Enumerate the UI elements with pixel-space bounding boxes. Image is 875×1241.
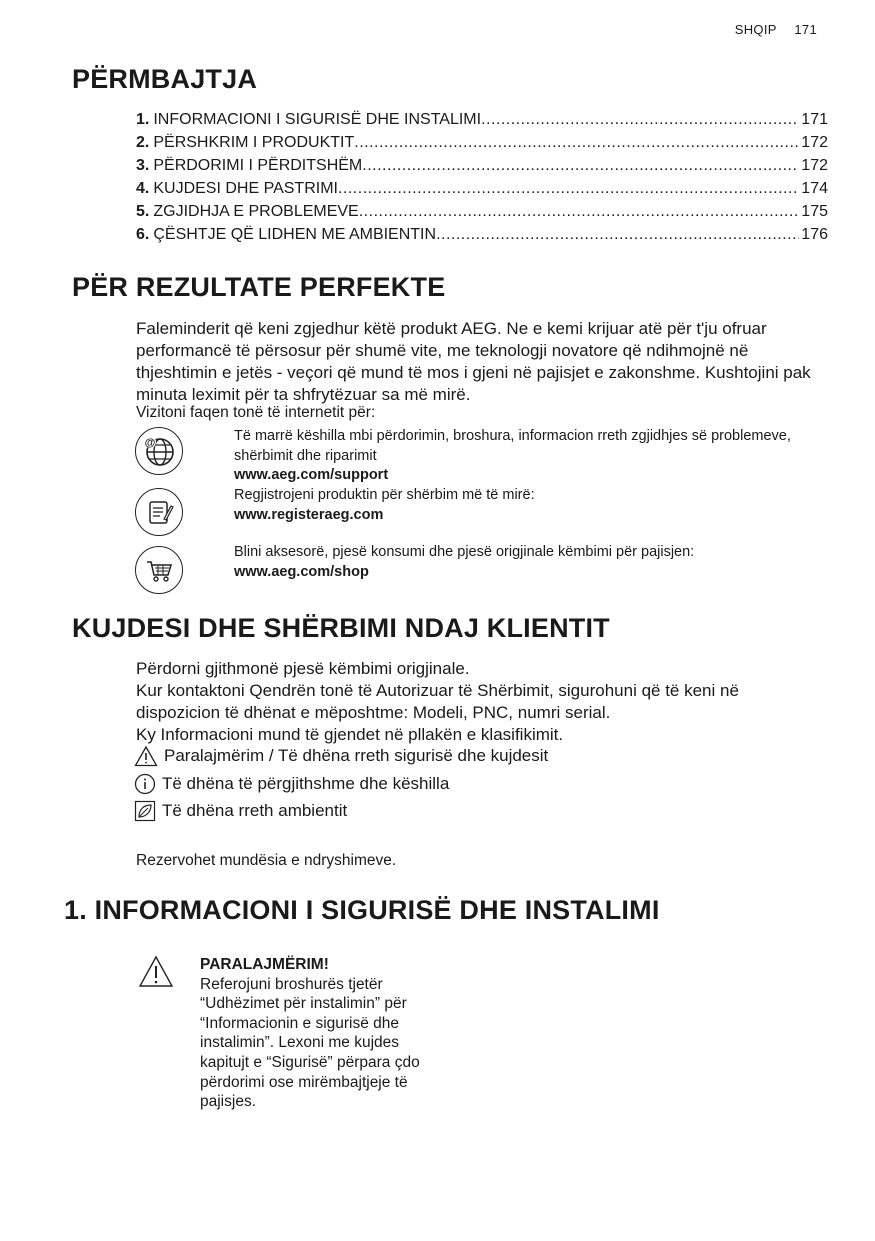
toc-item-number: 5. <box>136 203 150 220</box>
toc-item-label: ÇËSHTJE QË LIDHEN ME AMBIENTIN <box>153 226 437 243</box>
legend-environment-text: Të dhëna rreth ambientit <box>162 801 348 820</box>
shop-link-block <box>234 543 794 582</box>
results-title: PËR REZULTATE PERFEKTE <box>72 272 446 302</box>
register-url-link[interactable]: www.registeraeg.com <box>234 506 384 523</box>
warning-text: Referojuni broshurës tjetër “Udhëzimet për instalimin” për “Informacionin e sigurisë dhe instalimin”. Lexoni me kujdes kapitujt e “Sigurisë” përpara çdo përdorimi ose mirëmbajtjeje të pajisjes. <box>200 975 420 1111</box>
toc-item-number: 3. <box>136 157 150 174</box>
warning-title: PARALAJMËRIM! <box>200 956 329 973</box>
section-1-title: 1. INFORMACIONI I SIGURISË DHE INSTALIMI <box>64 895 660 925</box>
register-icon <box>135 488 183 536</box>
toc-leader <box>338 180 799 198</box>
visit-text: Vizitoni faqen tonë të internetit për: <box>136 404 376 421</box>
toc-item[interactable] <box>136 111 828 134</box>
register-link-block <box>234 486 794 525</box>
toc-item[interactable] <box>136 134 828 157</box>
service-line: Përdorni gjithmonë pjesë këmbimi origjinale. <box>136 659 470 678</box>
toc-leader <box>354 134 799 152</box>
toc-item-label: ZGJIDHJA E PROBLEMEVE <box>153 203 359 220</box>
toc-item[interactable] <box>136 180 828 203</box>
intro-paragraph: Faleminderit që keni zgjedhur këtë produkt AEG. Ne e kemi krijuar atë për t'ju ofruar performancë të përsosur për shumë vite, me teknologji novatore që ndihmojnë në thjeshtimin e jetës - veçori që mund të mos i gjeni në pajisjet e zakonshme. Kushtojini pak minuta leximit për ta shfrytëzuar sa më mirë. <box>136 319 811 404</box>
leaf-icon <box>134 800 156 822</box>
toc-title: PËRMBAJTJA <box>72 64 258 94</box>
info-icon <box>134 773 156 795</box>
warning-block <box>200 955 440 1112</box>
legend-info-text: Të dhëna të përgjithshme dhe këshilla <box>162 774 450 793</box>
service-line: Ky Informacioni mund të gjendet në pllakën e klasifikimit. <box>136 725 564 744</box>
service-line: Kur kontaktoni Qendrën tonë të Autorizuar të Shërbimit, sigurohuni që të keni në dispozicion të dhënat e mëposhtme: Modeli, PNC, numri serial. <box>136 681 739 722</box>
toc-item-number: 2. <box>136 134 150 151</box>
toc-leader <box>436 226 799 244</box>
warning-icon <box>138 955 174 989</box>
support-url-link[interactable]: www.aeg.com/support <box>234 467 389 483</box>
toc-item-page: 174 <box>801 180 828 197</box>
page-header <box>735 22 817 37</box>
toc-item-label: INFORMACIONI I SIGURISË DHE INSTALIMI <box>153 111 482 128</box>
support-link-block <box>234 427 794 486</box>
register-description: Regjistrojeni produktin për shërbim më të mirë: <box>234 487 535 503</box>
language-label: SHQIP <box>734 22 777 37</box>
toc-item-number: 6. <box>136 226 150 243</box>
toc-item-label: PËRSHKRIM I PRODUKTIT <box>153 134 355 151</box>
shopping-cart-icon <box>135 546 183 594</box>
toc-item-label: PËRDORIMI I PËRDITSHËM <box>153 157 363 174</box>
warning-icon <box>134 745 158 767</box>
legend-info <box>134 773 449 795</box>
toc-item[interactable] <box>136 157 828 180</box>
toc-leader <box>362 157 799 175</box>
toc-item-page: 172 <box>801 134 828 151</box>
service-paragraph <box>136 658 826 746</box>
legend-warning-text: Paralajmërim / Të dhëna rreth sigurisë dhe kujdesit <box>164 746 549 765</box>
toc-item-number: 4. <box>136 180 150 197</box>
toc-item-number: 1. <box>136 111 150 128</box>
page-number: 171 <box>794 22 817 37</box>
toc-leader <box>359 203 800 221</box>
toc-leader <box>481 111 799 129</box>
legend-environment <box>134 800 347 822</box>
toc-item-page: 172 <box>801 157 828 174</box>
support-description: Të marrë këshilla mbi përdorimin, broshura, informacion rreth zgjidhjes së problemeve, shërbimit dhe riparimit <box>234 428 791 464</box>
shop-description: Blini aksesorë, pjesë konsumi dhe pjesë origjinale këmbimi për pajisjen: <box>234 544 695 560</box>
toc-item[interactable] <box>136 226 828 249</box>
table-of-contents <box>136 111 828 249</box>
shop-url-link[interactable]: www.aeg.com/shop <box>234 563 369 580</box>
legend-warning <box>134 745 548 767</box>
toc-item-page: 175 <box>801 203 828 220</box>
service-title: KUJDESI DHE SHËRBIMI NDAJ KLIENTIT <box>72 613 610 643</box>
toc-item-page: 176 <box>801 226 828 243</box>
toc-item-label: KUJDESI DHE PASTRIMI <box>153 180 338 197</box>
changes-note: Rezervohet mundësia e ndryshimeve. <box>136 852 397 869</box>
globe-at-icon <box>135 427 183 475</box>
toc-item-page: 171 <box>801 111 828 128</box>
toc-item[interactable] <box>136 203 828 226</box>
svg-text:@: @ <box>144 437 156 449</box>
